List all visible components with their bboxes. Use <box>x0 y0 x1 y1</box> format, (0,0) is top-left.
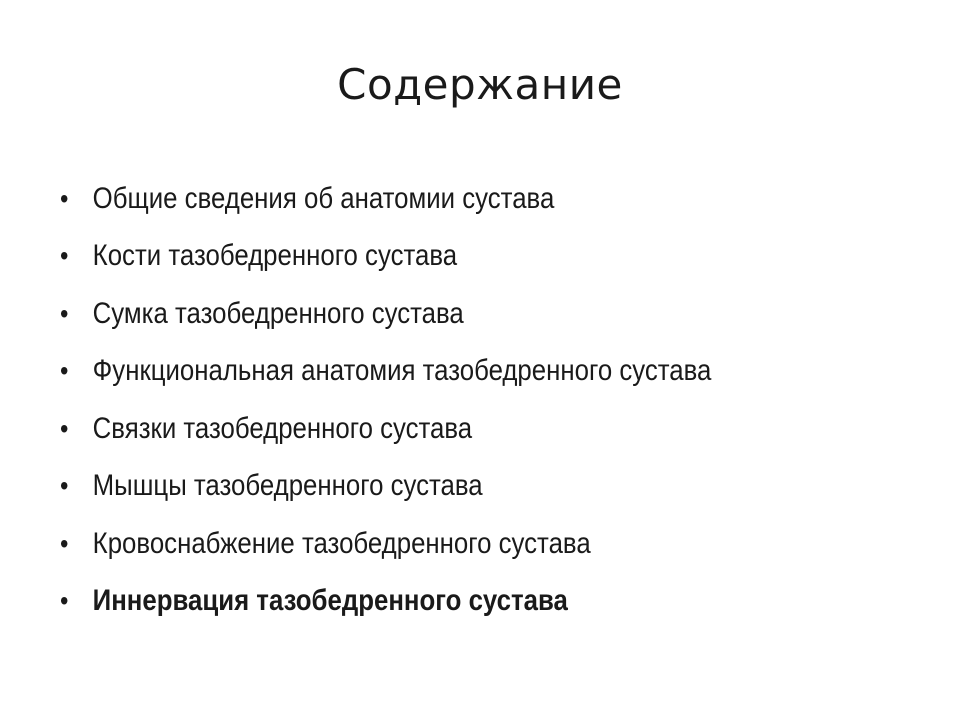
list-item <box>60 228 808 286</box>
list-item <box>60 170 808 228</box>
bullet-icon: • <box>60 585 69 617</box>
bullet-icon: • <box>60 470 69 502</box>
list-item-text: Функциональная анатомия тазобедренного сустава <box>92 354 712 388</box>
list-item-text: Связки тазобедренного сустава <box>92 411 473 445</box>
list-item <box>60 515 808 573</box>
list-item-text: Общие сведения об анатомии сустава <box>92 181 555 215</box>
list-item <box>60 400 808 458</box>
contents-list <box>60 170 930 630</box>
list-item <box>60 343 808 401</box>
bullet-icon: • <box>60 527 69 559</box>
bullet-icon: • <box>60 240 69 272</box>
list-item <box>60 458 808 516</box>
list-item-text: Мышцы тазобедренного сустава <box>92 469 483 503</box>
list-item-text: Кровоснабжение тазобедренного сустава <box>92 526 591 560</box>
list-item <box>60 285 808 343</box>
slide-title: Содержание <box>337 60 623 109</box>
list-item-text: Иннервация тазобедренного сустава <box>92 584 568 618</box>
bullet-icon: • <box>60 355 69 387</box>
list-item-text: Кости тазобедренного сустава <box>92 239 458 273</box>
list-item-text: Сумка тазобедренного сустава <box>92 296 464 330</box>
bullet-icon: • <box>60 297 69 329</box>
list-item-current <box>60 573 808 631</box>
bullet-icon: • <box>60 182 69 214</box>
bullet-icon: • <box>60 412 69 444</box>
